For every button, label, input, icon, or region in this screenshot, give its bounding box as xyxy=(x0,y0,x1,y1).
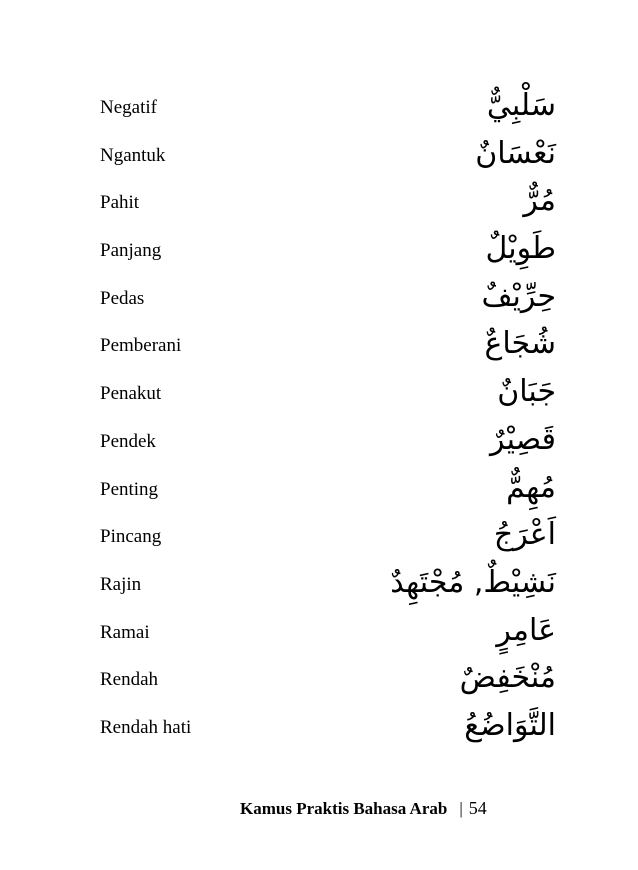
arabic-word: قَصِيْرٌ xyxy=(490,421,556,457)
footer-separator: | xyxy=(459,799,463,818)
list-item xyxy=(0,275,638,323)
indonesian-word: Rendah xyxy=(100,669,159,691)
indonesian-word: Panjang xyxy=(100,240,162,262)
indonesian-word: Ramai xyxy=(100,621,150,643)
page-number: 54 xyxy=(468,798,487,818)
list-item xyxy=(0,513,638,561)
list-item xyxy=(0,132,638,180)
arabic-word: مُهِمٌّ xyxy=(506,469,556,505)
arabic-word: مُنْخَفِضٌ xyxy=(459,660,556,696)
list-item xyxy=(0,418,638,466)
list-item xyxy=(0,84,638,132)
arabic-word: حِرِّيْفٌ xyxy=(481,278,556,314)
arabic-word: نَشِيْطٌ, مُجْتَهِدٌ xyxy=(390,564,556,600)
list-item xyxy=(0,466,638,514)
list-item xyxy=(0,370,638,418)
arabic-word: اَعْرَجُ xyxy=(493,517,556,553)
arabic-word: شُجَاعٌ xyxy=(484,326,556,362)
list-item xyxy=(0,609,638,657)
arabic-word: عَامِرٍ xyxy=(496,612,556,648)
page-footer xyxy=(240,797,487,820)
list-item xyxy=(0,227,638,275)
arabic-word: سَلْبِيٌّ xyxy=(486,88,556,123)
arabic-word: مُرٌّ xyxy=(523,183,556,219)
arabic-word: جَبَانٌ xyxy=(497,374,556,410)
list-item xyxy=(0,561,638,609)
indonesian-word: Pincang xyxy=(100,526,162,548)
indonesian-word: Pendek xyxy=(100,430,156,452)
indonesian-word: Pahit xyxy=(100,192,140,214)
arabic-word: التَّوَاضُعُ xyxy=(464,707,556,743)
book-title: Kamus Praktis Bahasa Arab xyxy=(240,799,448,818)
arabic-word: طَوِيْلٌ xyxy=(485,231,556,267)
indonesian-word: Ngantuk xyxy=(100,144,166,166)
indonesian-word: Penakut xyxy=(100,383,162,405)
indonesian-word: Negatif xyxy=(100,97,157,118)
list-item xyxy=(0,656,638,704)
entry-list xyxy=(0,84,638,752)
arabic-word: نَعْسَانٌ xyxy=(475,135,556,171)
indonesian-word: Penting xyxy=(100,478,159,500)
list-item xyxy=(0,322,638,370)
indonesian-word: Pemberani xyxy=(100,335,182,357)
indonesian-word: Rendah hati xyxy=(100,716,192,738)
list-item xyxy=(0,179,638,227)
list-item xyxy=(0,704,638,752)
indonesian-word: Rajin xyxy=(100,573,142,595)
indonesian-word: Pedas xyxy=(100,287,145,309)
